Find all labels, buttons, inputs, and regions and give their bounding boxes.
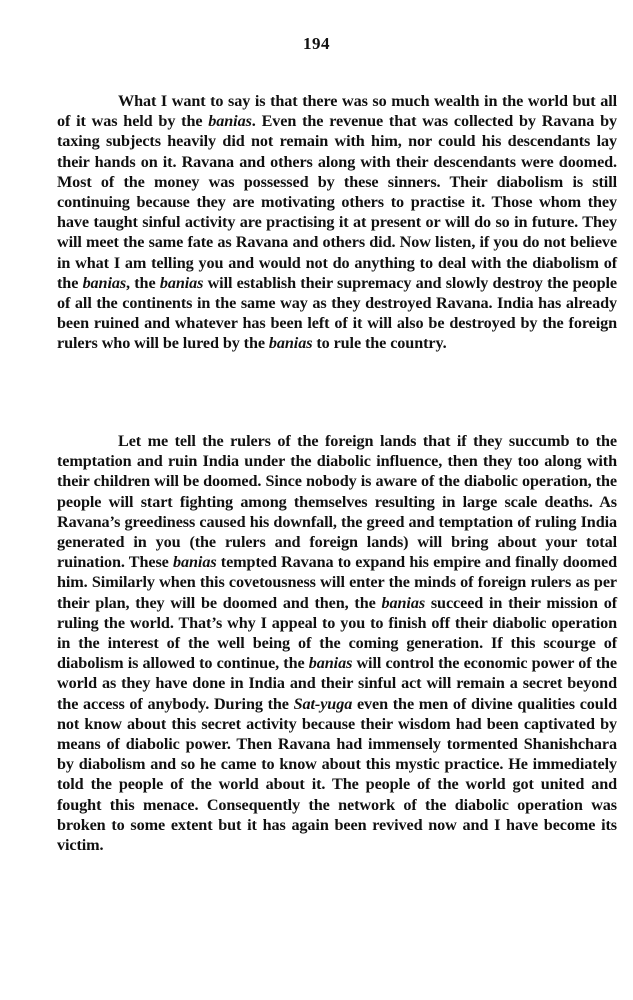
- italic-term: banias: [308, 654, 353, 673]
- text-run: even the men of divine qualities could not know about this secret activity because their wisdom had been captivated by means of diabolic power. Then Ravana had immensely tormented Shanishchara by diabolism and so he came to know about this mystic practice. He immediately told the people of the world about it. The people of the world got united and fought this menace. Consequently the network of the diabolic operation was broken to some extent but it has again been revived now and I have become its victim.: [57, 694, 617, 855]
- italic-term: banias: [82, 273, 127, 292]
- text-run: will control the economic power of the world as they have done in India and their sinful act will remain a secret beyond the access of anybody. During the: [57, 654, 618, 713]
- italic-term: banias: [159, 273, 204, 292]
- italic-term: banias: [173, 553, 217, 572]
- text-run: tempted Ravana to expand his empire and finally doomed him. Similarly when this covetousness will enter the minds of foreign rulers as per their plan, they will be doomed and then, the: [57, 553, 617, 612]
- paragraph-2: [57, 431, 617, 855]
- italic-term: banias: [381, 593, 426, 612]
- italic-term: banias: [208, 112, 252, 131]
- text-run: will establish their supremacy and slowly destroy the people of all the continents in the same way as they destroyed Ravana. India has already been ruined and whatever has been left of it will also be destroyed by the foreign rulers who will be lured by the: [57, 273, 617, 353]
- italic-term: banias: [268, 334, 313, 353]
- paragraph-1: [57, 91, 617, 354]
- text-run: succeed in their mission of ruling the world. That’s why I appeal to you to finish off their diabolic operation in the interest of the well being of the coming generation. If this scourge of diabolism is allowed to continue, the: [57, 593, 617, 673]
- page-number: 194: [303, 34, 330, 53]
- text-run: , the: [126, 273, 160, 292]
- italic-term: Sat-yuga: [293, 694, 353, 713]
- text-run: Let me tell the rulers of the foreign lands that if they succumb to the temptation and ruin India under the diabolic influence, then they too along with their children will be doomed. Since nobody is aware of the diabolic operation, the people will start fighting among themselves resulting in large scale deaths. As Ravana’s greediness caused his downfall, the greed and temptation of ruling India generated in you (the rulers and foreign lands) will bring about your total ruination. These: [57, 432, 617, 572]
- text-run: . Even the revenue that was collected by Ravana by taxing subjects heavily did not remain with him, nor could his descendants lay their hands on it. Ravana and others along with their descendants were doomed. Most of the money was possessed by these sinners. Their diabolism is still continuing because they are motivating others to practise it. Those whom they have taught sinful activity are practising it at present or will do so in future. They will meet the same fate as Ravana and others did. Now listen, if you do not believe in what I am telling you and would not do anything to deal with the diabolism of the: [57, 112, 617, 292]
- text-run: to rule the country.: [312, 334, 447, 353]
- text-run: What I want to say is that there was so much wealth in the world but all of it was held by the: [57, 92, 617, 131]
